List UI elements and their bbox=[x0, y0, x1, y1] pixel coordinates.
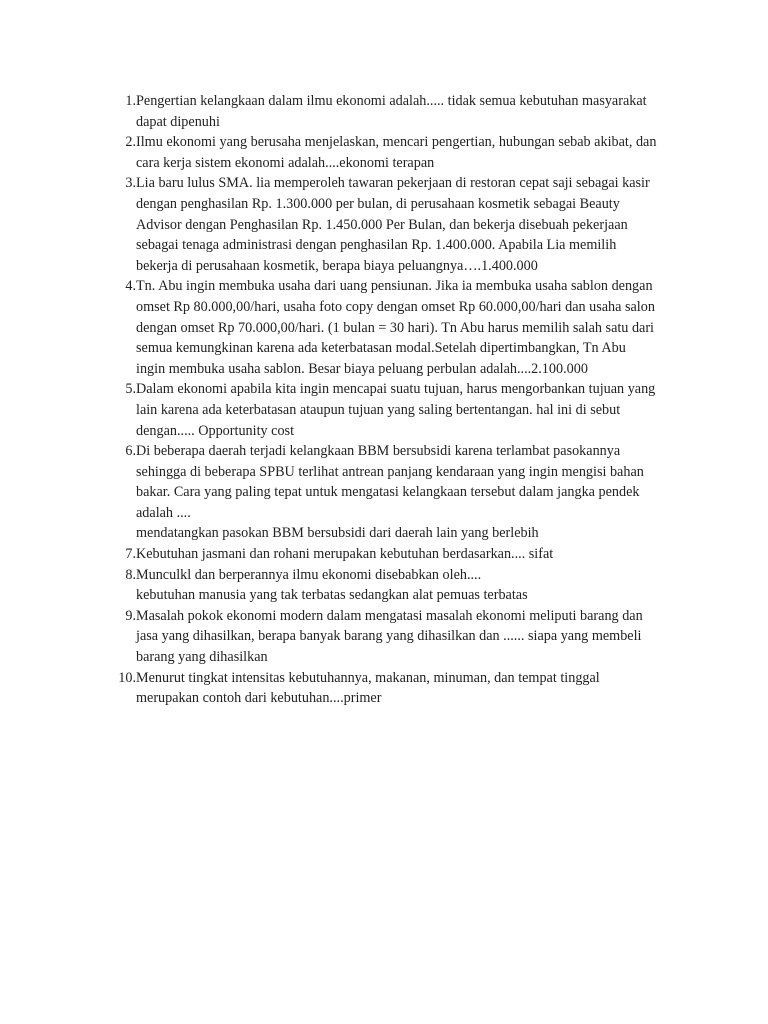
question-text bbox=[136, 276, 684, 379]
question-text-line: ingin membuka usaha sablon. Besar biaya peluang perbulan adalah....2.100.000 bbox=[136, 360, 588, 377]
question-text-line: Tn. Abu ingin membuka usaha dari uang pensiunan. Jika ia membuka usaha sablon dengan bbox=[136, 278, 653, 295]
question-text-line: bakar. Cara yang paling tepat untuk mengatasi kelangkaan tersebut dalam jangka pendek bbox=[136, 484, 640, 501]
question-text-line: Menurut tingkat intensitas kebutuhannya, makanan, minuman, dan tempat tinggal bbox=[136, 669, 600, 686]
question-number-cell bbox=[104, 173, 136, 276]
question-item bbox=[104, 544, 684, 565]
question-text-line: Advisor dengan Penghasilan Rp. 1.450.000 Per Bulan, dan bekerja disebuah pekerjaan bbox=[136, 216, 628, 233]
question-item bbox=[104, 606, 684, 668]
question-list bbox=[104, 91, 684, 709]
question-number: 5. bbox=[125, 381, 136, 398]
question-number-cell bbox=[104, 544, 136, 565]
question-item bbox=[104, 441, 684, 544]
question-text bbox=[136, 544, 684, 565]
question-text-line: omset Rp 80.000,00/hari, usaha foto copy dengan omset Rp 60.000,00/hari dan usaha salon bbox=[136, 298, 655, 315]
question-item bbox=[104, 565, 684, 606]
question-text bbox=[136, 173, 684, 276]
question-text bbox=[136, 565, 684, 606]
question-text-line: Ilmu ekonomi yang berusaha menjelaskan, mencari pengertian, hubungan sebab akibat, dan bbox=[136, 134, 657, 151]
question-item bbox=[104, 132, 684, 173]
question-number: 4. bbox=[125, 278, 136, 295]
question-text-line: Lia baru lulus SMA. lia memperoleh tawaran pekerjaan di restoran cepat saji sebagai kasir bbox=[136, 175, 650, 192]
question-text-line: merupakan contoh dari kebutuhan....primer bbox=[136, 690, 382, 707]
question-number-cell bbox=[104, 132, 136, 173]
question-text-line: adalah .... bbox=[136, 504, 191, 521]
question-text-line: sebagai tenaga administrasi dengan penghasilan Rp. 1.400.000. Apabila Lia memilih bbox=[136, 237, 617, 254]
question-text-line: Dalam ekonomi apabila kita ingin mencapai suatu tujuan, harus mengorbankan tujuan yang bbox=[136, 381, 656, 398]
question-text-line: Pengertian kelangkaan dalam ilmu ekonomi adalah..... tidak semua kebutuhan masyarakat bbox=[136, 93, 647, 109]
question-text-line: Munculkl dan berperannya ilmu ekonomi disebabkan oleh.... bbox=[136, 566, 482, 583]
question-number-cell bbox=[104, 668, 136, 709]
question-text bbox=[136, 91, 684, 132]
question-text-line: dengan omset Rp 70.000,00/hari. (1 bulan = 30 hari). Tn Abu harus memilih salah satu dari bbox=[136, 319, 655, 336]
question-item bbox=[104, 379, 684, 441]
question-text-line: Kebutuhan jasmani dan rohani merupakan kebutuhan berdasarkan.... sifat bbox=[136, 546, 554, 563]
question-number: 3. bbox=[125, 175, 136, 192]
question-text bbox=[136, 379, 684, 441]
question-number: 9. bbox=[125, 607, 136, 624]
question-number-cell bbox=[104, 276, 136, 379]
question-text-line: lain karena ada keterbatasan ataupun tujuan yang saling bertentangan. hal ini di sebut bbox=[136, 401, 621, 418]
question-text-line: mendatangkan pasokan BBM bersubsidi dari daerah lain yang berlebih bbox=[136, 525, 539, 542]
question-item bbox=[104, 668, 684, 709]
question-text-line: barang yang dihasilkan bbox=[136, 649, 268, 666]
question-text-line: dapat dipenuhi bbox=[136, 113, 220, 130]
question-text-line: semua kemungkinan karena ada keterbatasan modal.Setelah dipertimbangkan, Tn Abu bbox=[136, 340, 626, 357]
question-item bbox=[104, 173, 684, 276]
question-number-cell bbox=[104, 565, 136, 606]
question-text-line: sehingga di beberapa SPBU terlihat antrean panjang kendaraan yang ingin mengisi bahan bbox=[136, 463, 644, 480]
question-item bbox=[104, 91, 684, 132]
question-text-line: dengan..... Opportunity cost bbox=[136, 422, 295, 439]
question-number: 10. bbox=[118, 669, 136, 686]
question-number: 2. bbox=[125, 134, 136, 151]
question-text bbox=[136, 606, 684, 668]
question-text-line: Masalah pokok ekonomi modern dalam mengatasi masalah ekonomi meliputi barang dan bbox=[136, 607, 643, 624]
question-text-line: jasa yang dihasilkan, berapa banyak barang yang dihasilkan dan ...... siapa yang membeli bbox=[136, 628, 642, 645]
question-text-line: kebutuhan manusia yang tak terbatas sedangkan alat pemuas terbatas bbox=[136, 587, 528, 604]
question-number-cell bbox=[104, 441, 136, 544]
question-text bbox=[136, 132, 684, 173]
question-number: 7. bbox=[125, 546, 136, 563]
question-text-line: bekerja di perusahaan kosmetik, berapa biaya peluangnya….1.400.000 bbox=[136, 257, 538, 274]
question-item bbox=[104, 276, 684, 379]
question-number-cell bbox=[104, 606, 136, 668]
question-text bbox=[136, 441, 684, 544]
question-number: 6. bbox=[125, 443, 136, 460]
question-number-cell bbox=[104, 91, 136, 132]
question-number: 8. bbox=[125, 566, 136, 583]
question-text-line: Di beberapa daerah terjadi kelangkaan BBM bersubsidi karena terlambat pasokannya bbox=[136, 443, 621, 460]
question-text bbox=[136, 668, 684, 709]
question-text-line: dengan penghasilan Rp. 1.300.000 per bulan, di perusahaan kosmetik sebagai Beauty bbox=[136, 195, 620, 212]
question-number: 1. bbox=[125, 93, 136, 109]
question-text-line: cara kerja sistem ekonomi adalah....ekonomi terapan bbox=[136, 154, 435, 171]
question-number-cell bbox=[104, 379, 136, 441]
